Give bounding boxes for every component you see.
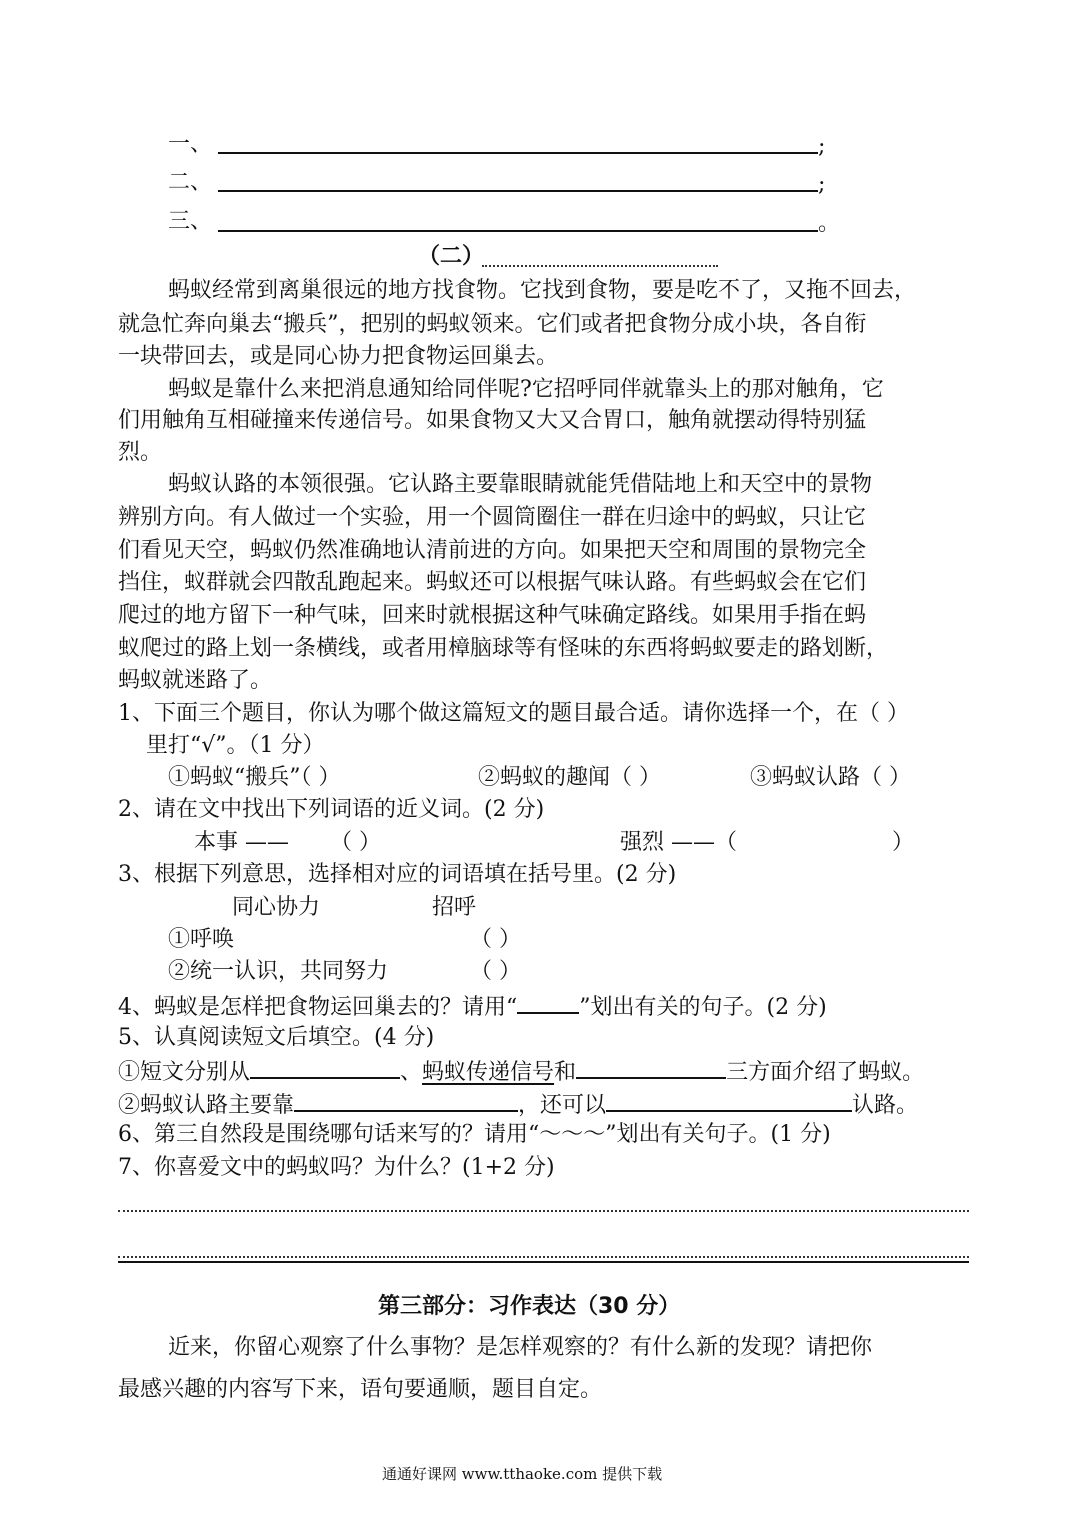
question-1-option-3[interactable]: ③蚂蚁认路（ ）: [750, 765, 911, 790]
question-5-fill-1: [118, 1055, 924, 1088]
passage-p3-line-4: 挡住，蚁群就会四散乱跑起来。蚂蚁还可以根据气味认路。有些蚂蚁会在它们: [118, 570, 867, 595]
question-3-word-1: 同心协力: [232, 895, 321, 920]
question-7: 7、你喜爱文中的蚂蚁吗？为什么？(1+2 分): [118, 1155, 555, 1180]
passage-p2-line-1: 蚂蚁是靠什么来把消息通知给同伴呢?它招呼同伴就靠头上的那对触角，它: [168, 377, 884, 402]
passage-p3-line-3: 们看见天空，蚂蚁仍然准确地认清前进的方向。如果把天空和周围的景物完全: [118, 538, 867, 563]
outline-item-3-label: 三、: [168, 209, 213, 234]
outline-item-2-blank[interactable]: [218, 190, 818, 192]
question-5-blank-4[interactable]: [606, 1088, 852, 1112]
question-3-meaning-1: ①呼唤: [168, 927, 235, 952]
page-footer: 通通好课网 www.tthaoke.com 提供下载: [382, 1465, 663, 1483]
question-4-underline-sample: [517, 990, 579, 1014]
passage-p3-line-6: 蚁爬过的路上划一条横线，或者用樟脑球等有怪味的东西将蚂蚁要走的路划断，: [118, 636, 889, 661]
passage-p2-line-2: 们用触角互相碰撞来传递信号。如果食物又大又合胃口，触角就摆动得特别猛: [118, 408, 867, 433]
question-4: [118, 990, 827, 1023]
question-5-given-aspect: 蚂蚁传递信号: [422, 1060, 555, 1085]
section-divider: [118, 1261, 969, 1263]
question-5: 5、认真阅读短文后填空。(4 分): [118, 1025, 435, 1050]
question-1-line-1: 1、下面三个题目，你认为哪个做这篇短文的题目最合适。请你选择一个，在（ ）: [118, 701, 909, 726]
outline-item-2-end: ;: [818, 172, 826, 197]
outline-item-1-blank[interactable]: [218, 152, 818, 154]
question-5-fill-1-suffix: 三方面介绍了蚂蚁。: [726, 1060, 925, 1085]
outline-item-3-end: 。: [818, 211, 841, 236]
section-2-title: （二）: [418, 244, 485, 269]
question-5-fill-2: [118, 1088, 918, 1121]
passage-p1-line-3: 一块带回去，或是同心协力把食物运回巢去。: [118, 344, 559, 369]
passage-p3-line-5: 爬过的地方留下一种气味，回来时就根据这种气味确定路线。如果用手指在蚂: [118, 603, 867, 628]
question-7-answer-line-1[interactable]: [118, 1210, 969, 1212]
question-5-fill-2-suffix: 认路。: [852, 1093, 919, 1118]
question-3: 3、根据下列意思，选择相对应的词语填在括号里。(2 分): [118, 862, 677, 887]
question-2-word-2: 强烈 ——（: [620, 830, 737, 855]
part-3-prompt-line-2: 最感兴趣的内容写下来，语句要通顺，题目自定。: [118, 1377, 603, 1402]
question-1-line-2: 里打“√”。（1 分）: [146, 733, 325, 758]
outline-item-3-blank[interactable]: [218, 230, 818, 232]
question-2-answer-1[interactable]: （ ）: [330, 830, 381, 855]
question-5-fill-1-separator: 、: [400, 1060, 423, 1085]
question-3-answer-2[interactable]: （ ）: [470, 959, 521, 984]
question-3-meaning-2: ②统一认识，共同努力: [168, 959, 389, 984]
passage-p1-line-1: 蚂蚁经常到离巢很远的地方找食物。它找到食物，要是吃不了，又拖不回去，: [168, 278, 917, 303]
question-4-prefix: 4、蚂蚁是怎样把食物运回巢去的？请用“: [118, 995, 518, 1020]
passage-p1-line-2: 就急忙奔向巢去“搬兵”，把别的蚂蚁领来。它们或者把食物分成小块，各自衔: [118, 312, 867, 337]
section-2-title-blank[interactable]: [482, 265, 718, 267]
question-5-fill-1-and: 和: [554, 1060, 577, 1085]
question-5-blank-1[interactable]: [250, 1055, 400, 1079]
passage-p3-line-2: 辨别方向。有人做过一个实验，用一个圆筒圈住一群在归途中的蚂蚁，只让它: [118, 505, 867, 530]
outline-item-2-label: 二、: [168, 170, 213, 195]
question-2-word-1: 本事 ——: [194, 830, 289, 855]
question-5-blank-2[interactable]: [576, 1055, 726, 1079]
outline-item-1-end: ;: [818, 134, 826, 159]
question-1-option-1[interactable]: ①蚂蚁“搬兵”（ ）: [168, 765, 341, 790]
question-1-option-2[interactable]: ②蚂蚁的趣闻（ ）: [478, 765, 661, 790]
question-5-fill-2-prefix: ②蚂蚁认路主要靠: [118, 1093, 295, 1118]
passage-p3-line-7: 蚂蚁就迷路了。: [118, 668, 273, 693]
passage-p2-line-3: 烈。: [118, 440, 163, 465]
passage-p3-line-1: 蚂蚁认路的本领很强。它认路主要靠眼睛就能凭借陆地上和天空中的景物: [168, 472, 873, 497]
question-6: 6、第三自然段是围绕哪句话来写的？请用“～～～”划出有关句子。(1 分): [118, 1122, 831, 1147]
question-2: 2、请在文中找出下列词语的近义词。(2 分): [118, 797, 545, 822]
question-5-fill-1-prefix: ①短文分别从: [118, 1060, 251, 1085]
question-3-answer-1[interactable]: （ ）: [470, 927, 521, 952]
question-5-fill-2-middle: ，还可以: [518, 1093, 607, 1118]
part-3-title: 第三部分：习作表达（30 分）: [378, 1294, 681, 1319]
outline-item-1-label: 一、: [168, 132, 213, 157]
question-5-blank-3[interactable]: [294, 1088, 518, 1112]
part-3-prompt-line-1: 近来，你留心观察了什么事物？是怎样观察的？有什么新的发现？请把你: [168, 1335, 873, 1360]
question-7-answer-line-2[interactable]: [118, 1256, 969, 1258]
question-4-suffix: ”划出有关的句子。(2 分): [579, 995, 827, 1020]
question-3-word-2: 招呼: [432, 895, 477, 920]
question-2-answer-2-close[interactable]: ）: [892, 830, 915, 855]
